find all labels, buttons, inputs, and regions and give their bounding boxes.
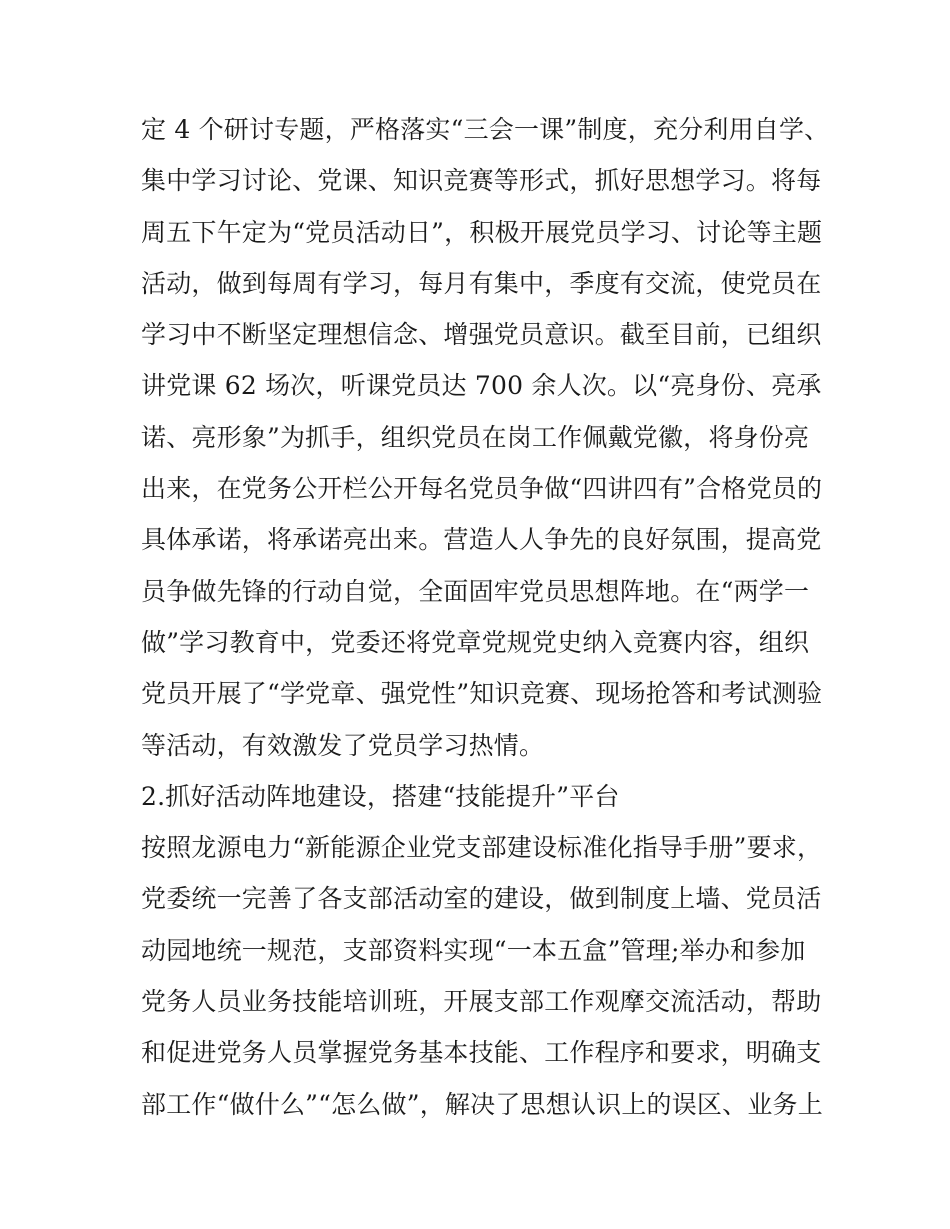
section-heading: 2.抓好活动阵地建设，搭建“技能提升”平台: [141, 781, 620, 811]
text-line: 诺、亮形象”为抓手，组织党员在岗工作佩戴党徽，将身份亮: [141, 422, 810, 452]
text-line: 和促进党务人员掌握党务基本技能、工作程序和要求，明确支: [141, 1038, 822, 1068]
body-text: [141, 104, 830, 1130]
text-line: 出来，在党务公开栏公开每名党员争做“四讲四有”合格党员的: [141, 474, 823, 504]
text-line: 讲党课 62 场次，听课党员达 700 余人次。以“亮身份、亮承: [141, 371, 822, 401]
text-line: 动园地统一规范，支部资料实现“一本五盒”管理;举办和参加: [141, 935, 806, 965]
text-line: 具体承诺，将承诺亮出来。营造人人争先的良好氛围，提高党: [141, 525, 822, 555]
text-line: 做”学习教育中，党委还将党章党规党史纳入竞赛内容，组织: [141, 627, 810, 657]
text-line: 按照龙源电力“新能源企业党支部建设标准化指导手册”要求，: [141, 833, 823, 863]
text-line: 学习中不断坚定理想信念、增强党员意识。截至目前，已组织: [141, 320, 822, 350]
text-line: 党务人员业务技能培训班，开展支部工作观摩交流活动，帮助: [141, 987, 822, 1017]
text-line: 党员开展了“学党章、强党性”知识竞赛、现场抢答和考试测验: [141, 679, 823, 709]
text-line: 等活动，有效激发了党员学习热情。: [141, 730, 545, 760]
text-line: 员争做先锋的行动自觉，全面固牢党员思想阵地。在“两学一: [141, 576, 810, 606]
text-line: 集中学习讨论、党课、知识竞赛等形式，抓好思想学习。将每: [141, 166, 822, 196]
text-line: 周五下午定为“党员活动日”，积极开展党员学习、讨论等主题: [141, 217, 823, 247]
text-line: 部工作“做什么”“怎么做”，解决了思想认识上的误区、业务上: [141, 1089, 823, 1119]
text-line: 定 4 个研讨专题，严格落实“三会一课”制度，充分利用自学、: [141, 115, 830, 144]
text-line: 活动，做到每周有学习，每月有集中，季度有交流，使党员在: [141, 268, 822, 298]
text-line: 党委统一完善了各支部活动室的建设，做到制度上墙、党员活: [141, 884, 822, 914]
